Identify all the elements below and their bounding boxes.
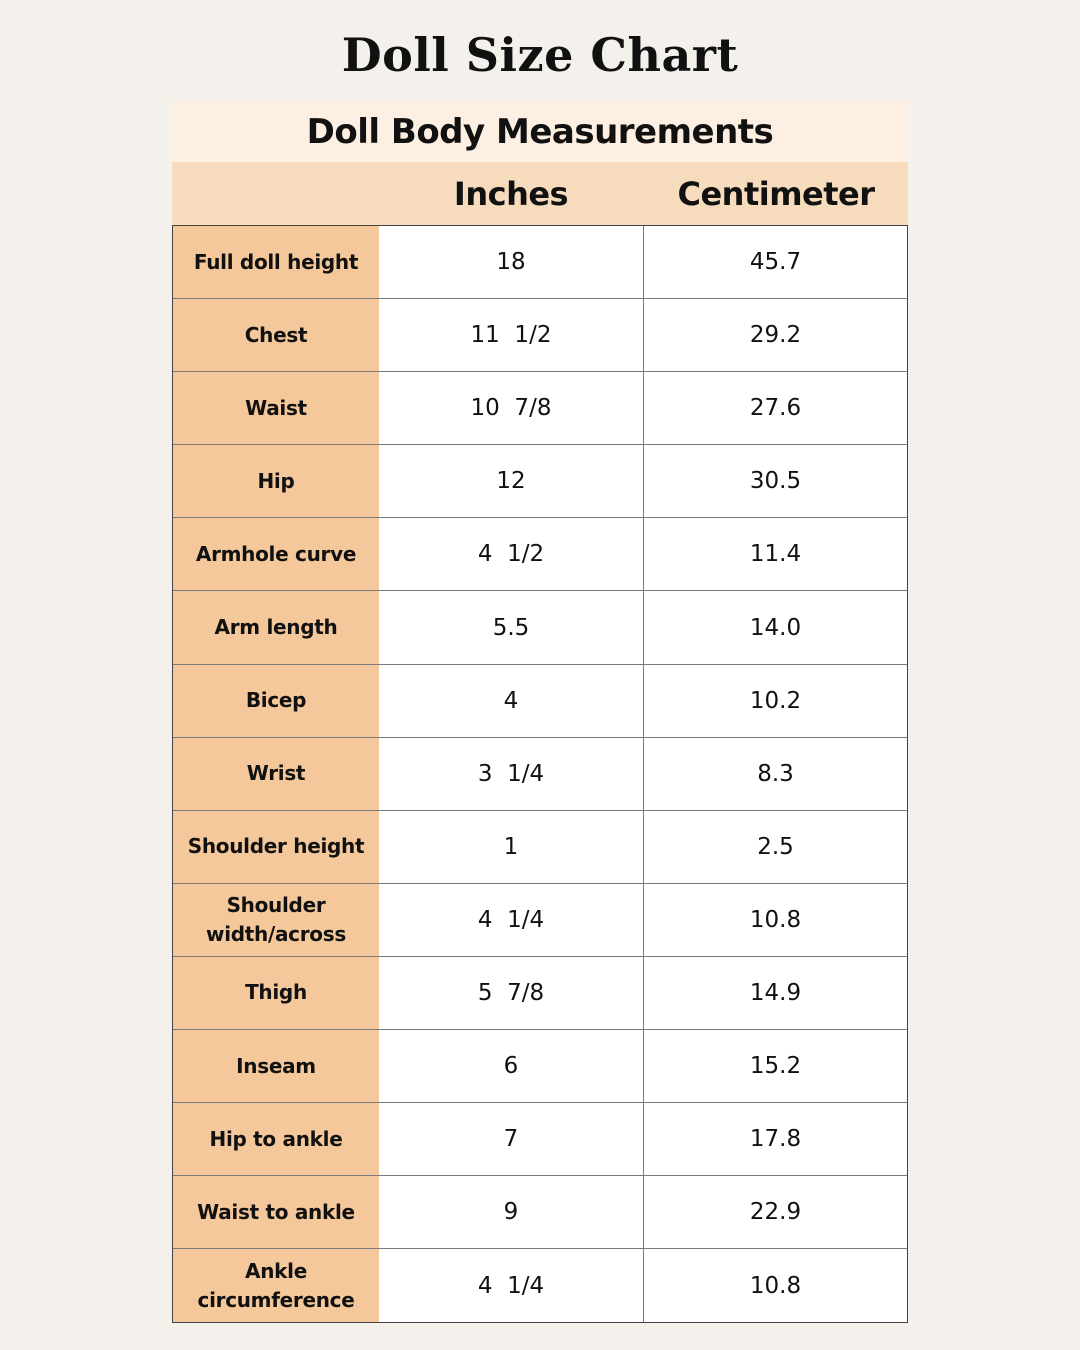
row-label: Hip to ankle: [173, 1103, 379, 1175]
centimeter-value: 10.8: [644, 1249, 907, 1322]
table-row: [173, 811, 907, 884]
inches-value: 9: [379, 1176, 644, 1248]
inches-value: 6: [379, 1030, 644, 1102]
centimeter-value: 14.9: [644, 957, 907, 1029]
inches-value: 11 1/2: [379, 299, 644, 371]
centimeter-value: 14.0: [644, 591, 907, 663]
row-label: Chest: [173, 299, 379, 371]
table-row: [173, 1249, 907, 1322]
inches-value: 5 7/8: [379, 957, 644, 1029]
size-table: [172, 101, 908, 1323]
centimeter-value: 22.9: [644, 1176, 907, 1248]
row-label: Thigh: [173, 957, 379, 1029]
inches-value: 10 7/8: [379, 372, 644, 444]
row-label: Waist to ankle: [173, 1176, 379, 1248]
table-row: [173, 884, 907, 957]
table-subtitle: Doll Body Measurements: [172, 101, 908, 162]
row-label: Hip: [173, 445, 379, 517]
row-label: Arm length: [173, 591, 379, 663]
inches-value: 12: [379, 445, 644, 517]
table-row: [173, 518, 907, 591]
inches-value: 4 1/2: [379, 518, 644, 590]
row-label: Armhole curve: [173, 518, 379, 590]
row-label: Shoulder width/across: [173, 884, 379, 956]
centimeter-value: 10.2: [644, 665, 907, 737]
table-row: [173, 1176, 907, 1249]
row-label: Inseam: [173, 1030, 379, 1102]
row-label: Waist: [173, 372, 379, 444]
centimeter-value: 17.8: [644, 1103, 907, 1175]
inches-value: 5.5: [379, 591, 644, 663]
inches-value: 4: [379, 665, 644, 737]
table-row: [173, 1103, 907, 1176]
table-row: [173, 226, 907, 299]
row-label: Wrist: [173, 738, 379, 810]
centimeter-value: 11.4: [644, 518, 907, 590]
inches-value: 4 1/4: [379, 884, 644, 956]
row-label: Bicep: [173, 665, 379, 737]
centimeter-value: 10.8: [644, 884, 907, 956]
table-row: [173, 372, 907, 445]
inches-value: 1: [379, 811, 644, 883]
table-header: [172, 162, 908, 225]
row-label: Shoulder height: [173, 811, 379, 883]
page-title: Doll Size Chart: [341, 28, 739, 82]
centimeter-value: 30.5: [644, 445, 907, 517]
table-row: [173, 299, 907, 372]
table-row: [173, 957, 907, 1030]
centimeter-value: 29.2: [644, 299, 907, 371]
row-label: Full doll height: [173, 226, 379, 298]
centimeter-value: 8.3: [644, 738, 907, 810]
header-inches: Inches: [453, 174, 569, 213]
table-row: [173, 738, 907, 811]
table-body: [172, 225, 908, 1323]
inches-value: 3 1/4: [379, 738, 644, 810]
inches-value: 7: [379, 1103, 644, 1175]
centimeter-value: 45.7: [644, 226, 907, 298]
inches-value: 18: [379, 226, 644, 298]
header-centimeter: Centimeter: [677, 174, 875, 213]
table-row: [173, 665, 907, 738]
table-row: [173, 445, 907, 518]
table-row: [173, 1030, 907, 1103]
table-row: [173, 591, 907, 664]
centimeter-value: 15.2: [644, 1030, 907, 1102]
inches-value: 4 1/4: [379, 1249, 644, 1322]
centimeter-value: 27.6: [644, 372, 907, 444]
centimeter-value: 2.5: [644, 811, 907, 883]
row-label: Ankle circumference: [173, 1249, 379, 1322]
